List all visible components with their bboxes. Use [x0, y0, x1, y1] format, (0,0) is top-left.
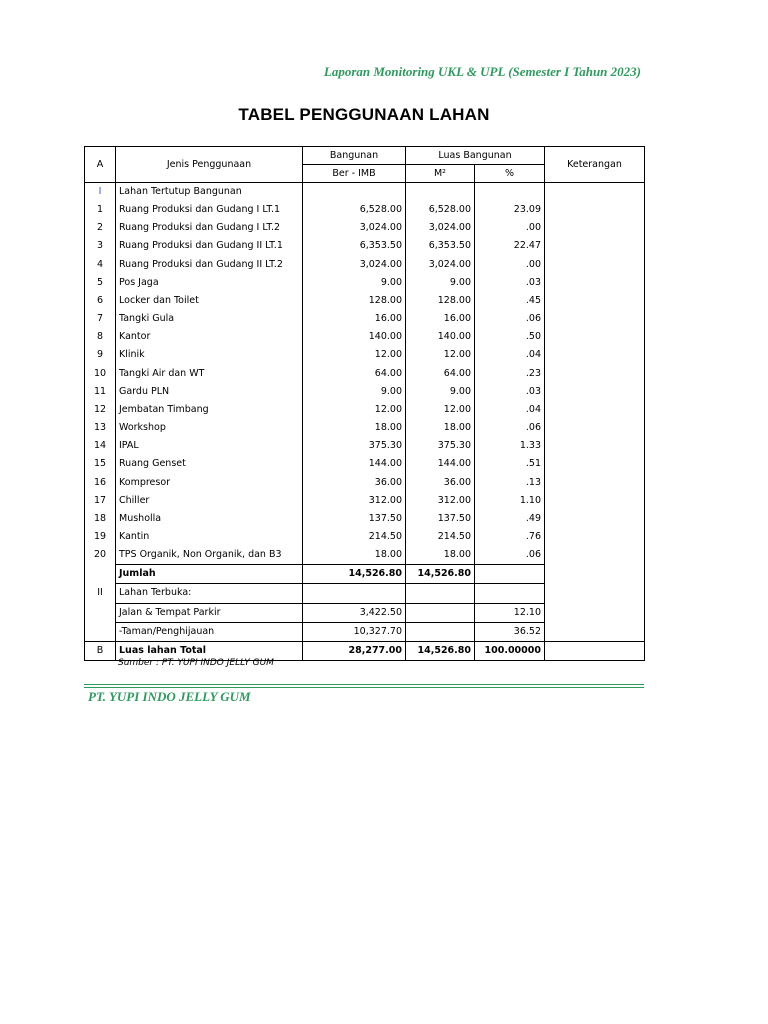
row-luas-m2: 6,353.50	[406, 237, 475, 255]
empty-cell	[545, 603, 645, 622]
section-number: II	[85, 584, 116, 603]
row-number: 12	[85, 401, 116, 419]
table-row	[85, 274, 645, 292]
jumlah-luas-m2: 14,526.80	[406, 565, 475, 584]
row-ber-imb: 6,353.50	[303, 237, 406, 255]
empty-cell	[406, 183, 475, 202]
table-row	[85, 419, 645, 437]
report-header-note: Laporan Monitoring UKL & UPL (Semester I Tahun 2023)	[323, 64, 641, 79]
row-keterangan	[545, 346, 645, 364]
header-keterangan: Keterangan	[545, 147, 645, 183]
row-jenis-penggunaan: Tangki Air dan WT	[116, 365, 303, 383]
source-note: Sumber : PT. YUPI INDO JELLY GUM	[118, 658, 274, 668]
row-ber-imb: 18.00	[303, 419, 406, 437]
row-number: 6	[85, 292, 116, 310]
row-luas-percent: .23	[475, 365, 545, 383]
row-number: 2	[85, 219, 116, 237]
row-keterangan	[545, 383, 645, 401]
row-ber-imb: 144.00	[303, 455, 406, 473]
table-row	[85, 546, 645, 565]
row-keterangan	[545, 292, 645, 310]
row-luas-m2: 3,024.00	[406, 256, 475, 274]
row-luas-percent: .03	[475, 274, 545, 292]
empty-cell	[545, 565, 645, 584]
jumlah-label: Jumlah	[116, 565, 303, 584]
row-luas-m2: 9.00	[406, 383, 475, 401]
header-jenis-penggunaan: Jenis Penggunaan	[116, 147, 303, 183]
row-jenis-penggunaan: Locker dan Toilet	[116, 292, 303, 310]
empty-cell	[303, 183, 406, 202]
row-luas-m2: 140.00	[406, 328, 475, 346]
empty-cell	[85, 622, 116, 641]
row-luas-percent: .00	[475, 219, 545, 237]
row-ber-imb: 312.00	[303, 492, 406, 510]
header-col-a: A	[85, 147, 116, 183]
empty-cell	[406, 603, 475, 622]
table-header-row-1	[85, 147, 645, 165]
open-land-row	[85, 603, 645, 622]
footer-company-name: PT. YUPI INDO JELLY GUM	[88, 689, 251, 704]
table-row	[85, 492, 645, 510]
row-jenis-penggunaan: Workshop	[116, 419, 303, 437]
table-row	[85, 365, 645, 383]
row-luas-m2: 16.00	[406, 310, 475, 328]
header-m2: M²	[406, 165, 475, 183]
table-row	[85, 474, 645, 492]
row-jenis-penggunaan: Ruang Genset	[116, 455, 303, 473]
row-luas-percent: .04	[475, 346, 545, 364]
table-row	[85, 328, 645, 346]
page-title: TABEL PENGGUNAAN LAHAN	[238, 105, 490, 124]
jumlah-row	[85, 565, 645, 584]
row-luas-percent: .06	[475, 546, 545, 565]
row-keterangan	[545, 274, 645, 292]
table-body	[85, 183, 645, 661]
row-ber-imb: 12.00	[303, 346, 406, 364]
empty-cell	[475, 183, 545, 202]
row-keterangan	[545, 455, 645, 473]
row-ber-imb: 9.00	[303, 274, 406, 292]
row-luas-percent: .04	[475, 401, 545, 419]
row-luas-m2: 214.50	[406, 528, 475, 546]
row-ber-imb: 9.00	[303, 383, 406, 401]
row-ber-imb: 375.30	[303, 437, 406, 455]
empty-cell	[545, 622, 645, 641]
empty-cell	[545, 584, 645, 603]
row-luas-m2: 144.00	[406, 455, 475, 473]
row-keterangan	[545, 401, 645, 419]
open-land-percent: 12.10	[475, 603, 545, 622]
row-jenis-penggunaan: Ruang Produksi dan Gudang I LT.2	[116, 219, 303, 237]
row-luas-m2: 6,528.00	[406, 201, 475, 219]
row-number: 9	[85, 346, 116, 364]
row-ber-imb: 6,528.00	[303, 201, 406, 219]
section-label: Lahan Terbuka:	[116, 584, 303, 603]
row-number: 5	[85, 274, 116, 292]
total-percent: 100.00000	[475, 641, 545, 660]
row-keterangan	[545, 528, 645, 546]
open-land-name: -Taman/Penghijauan	[116, 622, 303, 641]
open-land-row	[85, 622, 645, 641]
header-bangunan: Bangunan	[303, 147, 406, 165]
row-ber-imb: 137.50	[303, 510, 406, 528]
row-ber-imb: 3,024.00	[303, 256, 406, 274]
row-jenis-penggunaan: Musholla	[116, 510, 303, 528]
row-luas-m2: 36.00	[406, 474, 475, 492]
table-row	[85, 401, 645, 419]
total-label: Luas lahan Total	[116, 641, 303, 660]
row-jenis-penggunaan: TPS Organik, Non Organik, dan B3	[116, 546, 303, 565]
table-row	[85, 383, 645, 401]
row-luas-m2: 128.00	[406, 292, 475, 310]
row-jenis-penggunaan: Pos Jaga	[116, 274, 303, 292]
empty-cell	[85, 603, 116, 622]
row-jenis-penggunaan: Kompresor	[116, 474, 303, 492]
row-ber-imb: 18.00	[303, 546, 406, 565]
land-use-table	[84, 146, 645, 661]
row-luas-m2: 137.50	[406, 510, 475, 528]
row-luas-percent: .49	[475, 510, 545, 528]
row-number: 18	[85, 510, 116, 528]
row-luas-m2: 64.00	[406, 365, 475, 383]
row-luas-m2: 18.00	[406, 419, 475, 437]
land-use-table-wrapper	[84, 146, 644, 661]
row-keterangan	[545, 474, 645, 492]
row-luas-percent: .00	[475, 256, 545, 274]
row-luas-m2: 12.00	[406, 401, 475, 419]
row-number: 1	[85, 201, 116, 219]
row-jenis-penggunaan: Jembatan Timbang	[116, 401, 303, 419]
open-land-name: Jalan & Tempat Parkir	[116, 603, 303, 622]
empty-cell	[85, 565, 116, 584]
jumlah-percent	[475, 565, 545, 584]
row-jenis-penggunaan: Klinik	[116, 346, 303, 364]
row-number: 11	[85, 383, 116, 401]
row-luas-percent: .03	[475, 383, 545, 401]
total-luas-m2: 14,526.80	[406, 641, 475, 660]
open-land-percent: 36.52	[475, 622, 545, 641]
row-keterangan	[545, 419, 645, 437]
row-keterangan	[545, 510, 645, 528]
row-luas-percent: 22.47	[475, 237, 545, 255]
row-number: 14	[85, 437, 116, 455]
row-ber-imb: 16.00	[303, 310, 406, 328]
row-number: 4	[85, 256, 116, 274]
row-jenis-penggunaan: Ruang Produksi dan Gudang II LT.2	[116, 256, 303, 274]
row-jenis-penggunaan: Gardu PLN	[116, 383, 303, 401]
open-land-ber-imb: 3,422.50	[303, 603, 406, 622]
total-number: B	[85, 641, 116, 660]
row-luas-m2: 9.00	[406, 274, 475, 292]
section-label: Lahan Tertutup Bangunan	[116, 183, 303, 202]
row-number: 13	[85, 419, 116, 437]
footer-rule-bottom	[84, 687, 644, 688]
section-number: I	[85, 183, 116, 202]
row-ber-imb: 36.00	[303, 474, 406, 492]
row-number: 15	[85, 455, 116, 473]
header-luas-bangunan: Luas Bangunan	[406, 147, 545, 165]
row-luas-m2: 12.00	[406, 346, 475, 364]
header-ber-imb: Ber - IMB	[303, 165, 406, 183]
table-row	[85, 237, 645, 255]
row-keterangan	[545, 237, 645, 255]
open-land-ber-imb: 10,327.70	[303, 622, 406, 641]
section-row-tertutup	[85, 183, 645, 202]
table-row	[85, 256, 645, 274]
row-luas-percent: .76	[475, 528, 545, 546]
header-percent: %	[475, 165, 545, 183]
row-number: 16	[85, 474, 116, 492]
row-keterangan	[545, 201, 645, 219]
jumlah-ber-imb: 14,526.80	[303, 565, 406, 584]
row-jenis-penggunaan: Chiller	[116, 492, 303, 510]
row-number: 7	[85, 310, 116, 328]
row-luas-percent: .13	[475, 474, 545, 492]
row-number: 17	[85, 492, 116, 510]
row-ber-imb: 140.00	[303, 328, 406, 346]
empty-cell	[303, 584, 406, 603]
row-jenis-penggunaan: Kantin	[116, 528, 303, 546]
row-keterangan	[545, 310, 645, 328]
row-luas-percent: 1.33	[475, 437, 545, 455]
empty-cell	[545, 183, 645, 202]
row-ber-imb: 12.00	[303, 401, 406, 419]
row-luas-percent: .45	[475, 292, 545, 310]
row-luas-percent: .06	[475, 310, 545, 328]
row-jenis-penggunaan: Ruang Produksi dan Gudang I LT.1	[116, 201, 303, 219]
row-keterangan	[545, 546, 645, 565]
row-ber-imb: 64.00	[303, 365, 406, 383]
empty-cell	[406, 584, 475, 603]
row-luas-percent: 1.10	[475, 492, 545, 510]
total-keterangan	[545, 641, 645, 660]
row-keterangan	[545, 365, 645, 383]
table-row	[85, 528, 645, 546]
row-number: 8	[85, 328, 116, 346]
row-jenis-penggunaan: Tangki Gula	[116, 310, 303, 328]
row-ber-imb: 128.00	[303, 292, 406, 310]
empty-cell	[475, 584, 545, 603]
row-number: 19	[85, 528, 116, 546]
row-luas-m2: 312.00	[406, 492, 475, 510]
row-jenis-penggunaan: IPAL	[116, 437, 303, 455]
empty-cell	[406, 622, 475, 641]
row-luas-percent: 23.09	[475, 201, 545, 219]
table-row	[85, 292, 645, 310]
row-keterangan	[545, 437, 645, 455]
row-luas-m2: 3,024.00	[406, 219, 475, 237]
row-luas-percent: .51	[475, 455, 545, 473]
row-jenis-penggunaan: Ruang Produksi dan Gudang II LT.1	[116, 237, 303, 255]
row-keterangan	[545, 256, 645, 274]
row-number: 20	[85, 546, 116, 565]
row-jenis-penggunaan: Kantor	[116, 328, 303, 346]
row-number: 10	[85, 365, 116, 383]
row-luas-m2: 18.00	[406, 546, 475, 565]
row-luas-percent: .50	[475, 328, 545, 346]
table-row	[85, 346, 645, 364]
table-row	[85, 510, 645, 528]
table-row	[85, 201, 645, 219]
section-row-terbuka	[85, 584, 645, 603]
row-ber-imb: 214.50	[303, 528, 406, 546]
row-keterangan	[545, 219, 645, 237]
table-row	[85, 219, 645, 237]
row-luas-m2: 375.30	[406, 437, 475, 455]
row-number: 3	[85, 237, 116, 255]
row-keterangan	[545, 328, 645, 346]
table-row	[85, 437, 645, 455]
row-ber-imb: 3,024.00	[303, 219, 406, 237]
row-keterangan	[545, 492, 645, 510]
row-luas-percent: .06	[475, 419, 545, 437]
footer-rule-top	[84, 684, 644, 685]
table-row	[85, 455, 645, 473]
total-ber-imb: 28,277.00	[303, 641, 406, 660]
table-row	[85, 310, 645, 328]
